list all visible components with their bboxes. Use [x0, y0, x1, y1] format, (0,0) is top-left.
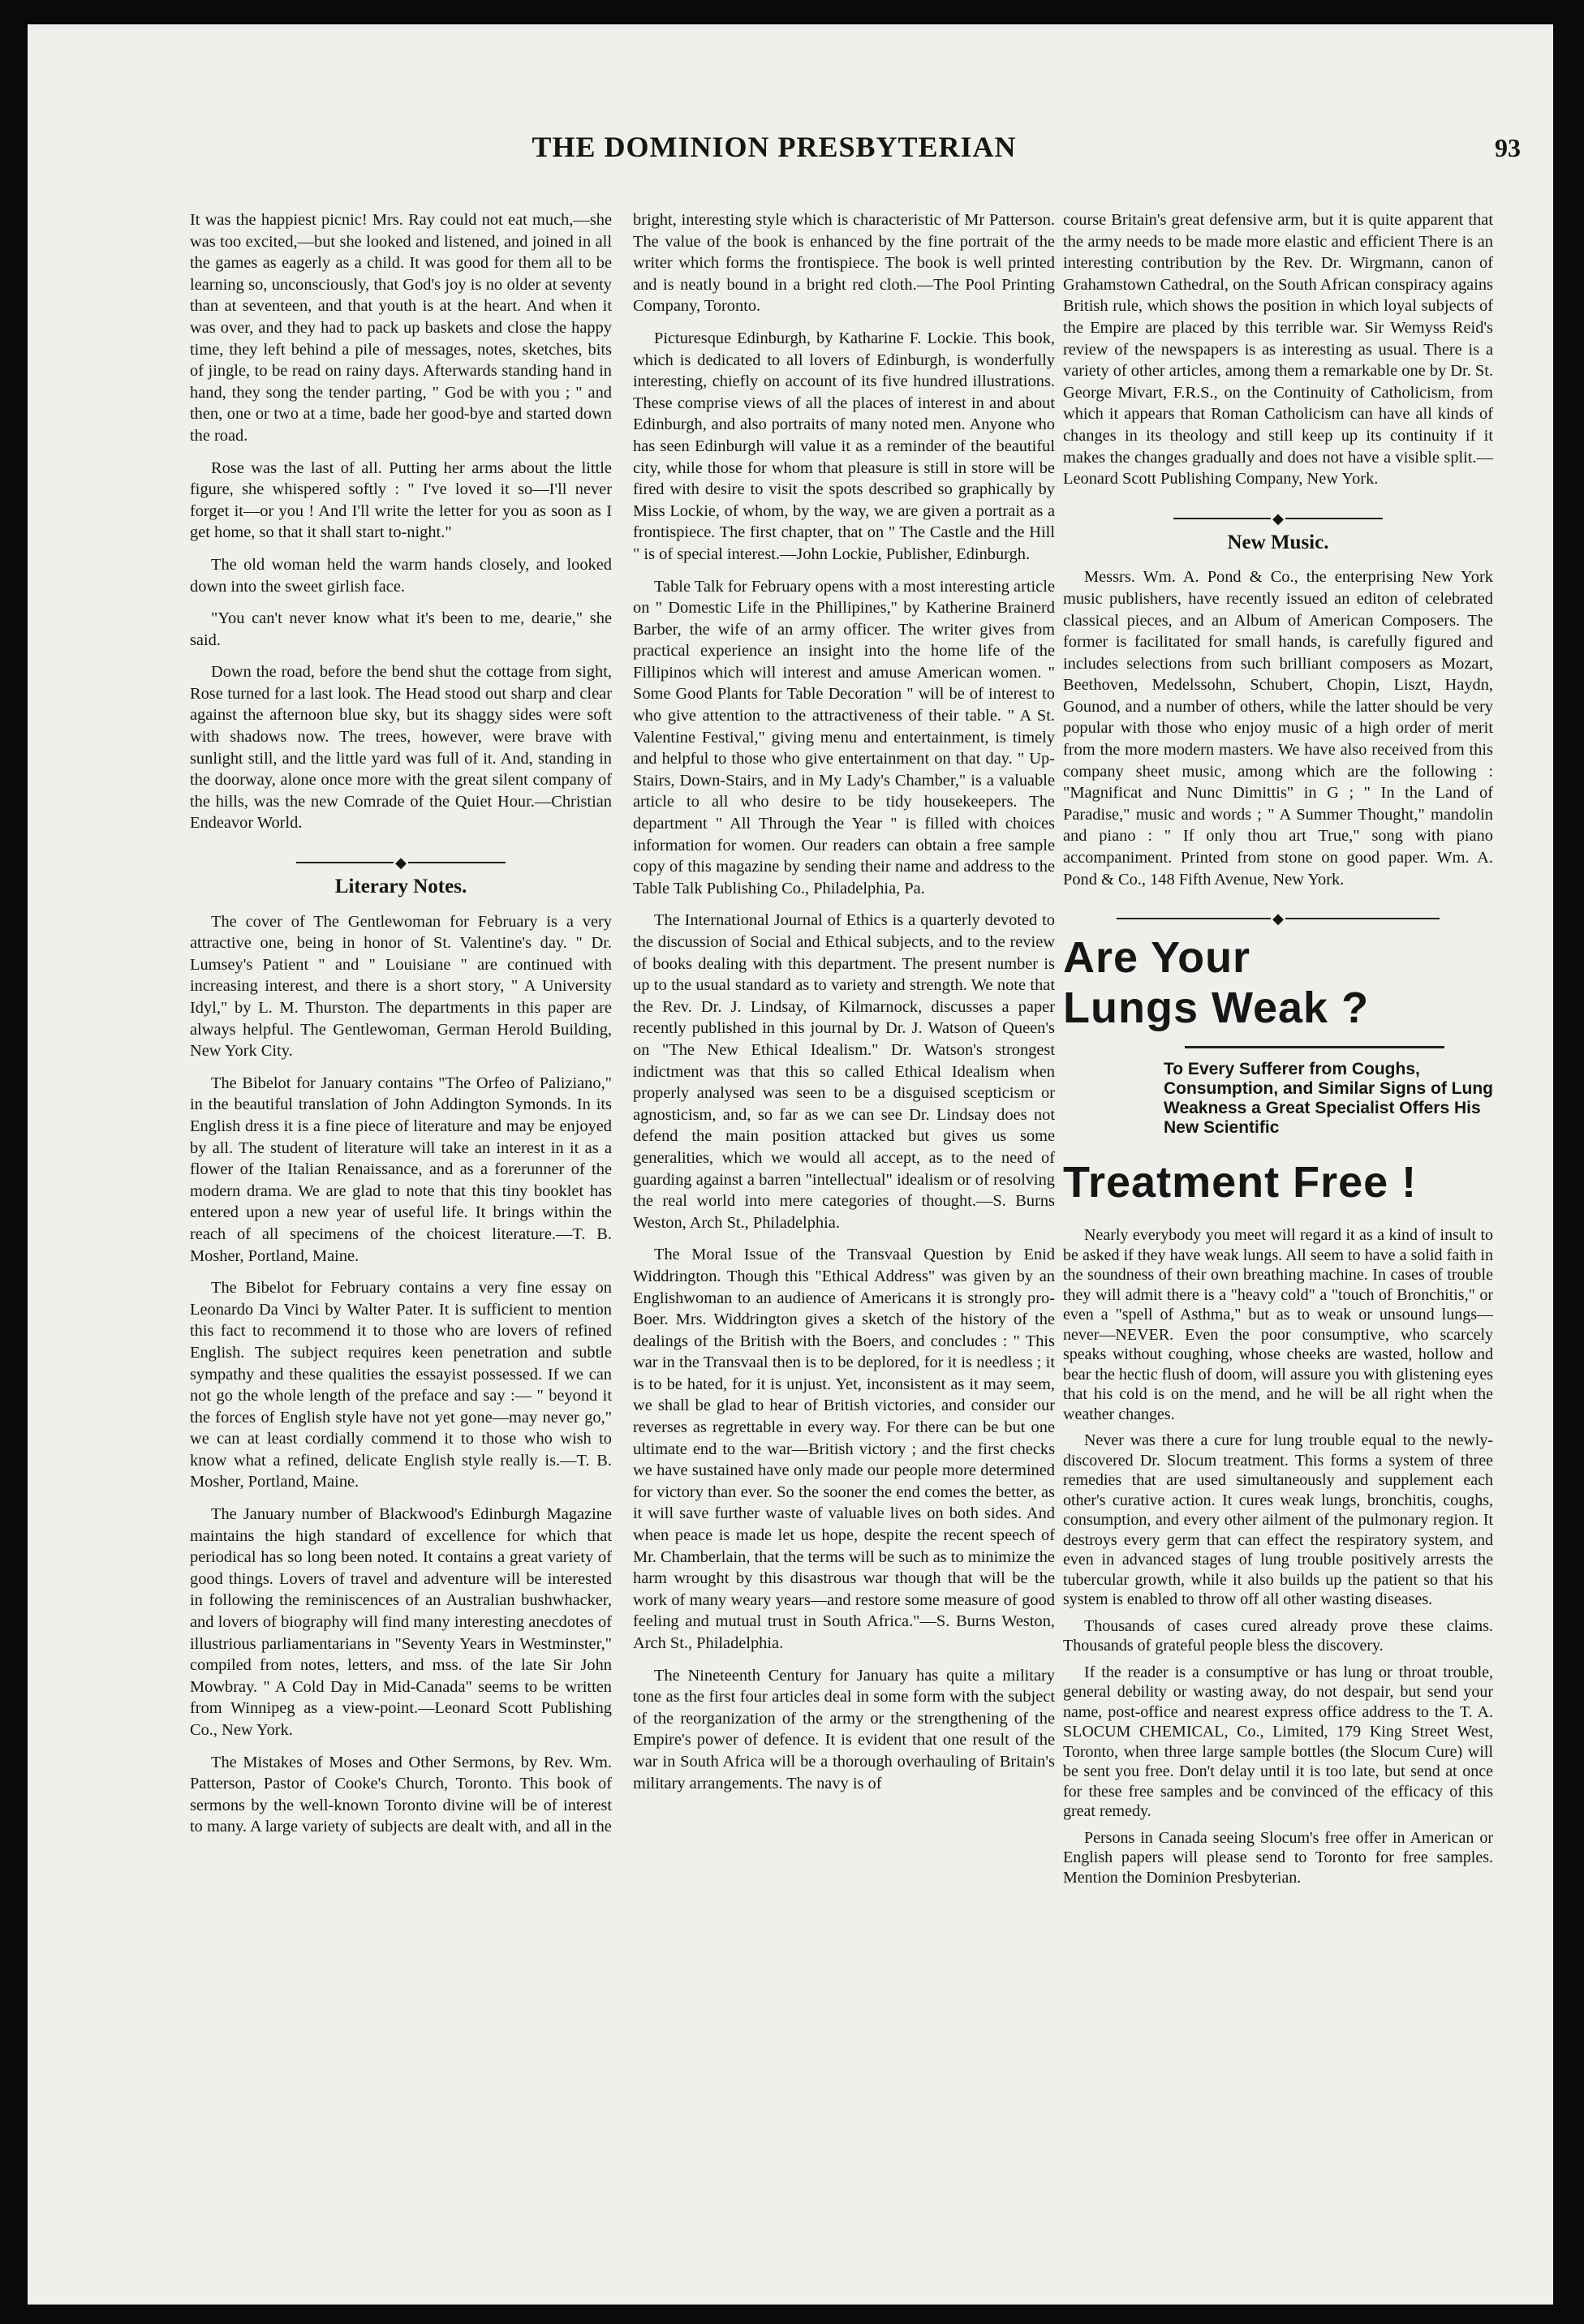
section-ornament: ◆ — [1063, 906, 1493, 927]
review-paragraph: Table Talk for February opens with a most interesting article on " Domestic Life in the Phillipines," by Katherine Brainerd Barber, the wife of an army officer. The writer gives from practical experience an insight into the home life of the Fillipinos which will interest and amuse American women. " Some Good Plants for Table Decoration " will be of interest to who give attention to the attractiveness of their table. " A St. Valentine Festival," giving menu and entertainment, is timely and helpful to those who give entertainment on that day. " Up-Stairs, Down-Stairs, and in My Lady's Chamber," is a valuable article to all who desire to be tidy housekeepers. The department " All Through the Year " is filled with choices information for women. Our readers can obtain a free sample copy of this magazine by sending their name and address to the Table Talk Publishing Co., Philadelphia, Pa. — [633, 577, 1055, 897]
literary-paragraph: The January number of Blackwood's Edinburgh Magazine maintains the high standard of excellence for which that periodical has so long been noted. It contains a great variety of good things. Lovers of travel and adventure will be interested in following the reminiscences of an Australian bushwhacker, and lovers of biography will find many interesting anecdotes of illustrious parliamentarians in "Seventy Years in Westminster," compiled from notes, letters, and mss. of the late Sir John Mowbray. " A Cold Day in Mid-Canada" seems to be written from Winnipeg as a view-point.—Leonard Scott Publishing Co., New York. — [190, 1505, 612, 1739]
advertisement — [1063, 932, 1493, 1887]
ad-headline: Lungs Weak ? — [1063, 983, 1370, 1033]
ad-paragraph: Never was there a cure for lung trouble equal to the newly-discovered Dr. Slocum treatment. This forms a system of three remedies that are used simultaneously and supplement each other's curative action. It cures weak lungs, bronchitis, coughs, consumption, and every other ailment of the pulmonary region. It destroys every germ that can effect the respiratory system, and even in advanced stages of lung trouble positively arrests the tubercular growth, while it also builds up the patient so that his system is enabled to throw off all other wasting diseases. — [1063, 1431, 1493, 1609]
review-paragraph: Picturesque Edinburgh, by Katharine F. Lockie. This book, which is dedicated to all lovers of Edinburgh, is wonderfully interesting, chiefly on account of its five hundred illustrations. These comprise views of all the places of interest in and about Edinburgh, and also portraits of many noted men. Anyone who has seen Edinburgh will value it as a reminder of the beautiful city, while those for whom that pleasure is still in store will be fired with desire to visit the spots described so graphically by Miss Lockie, of whom, by the way, we are given a portrait as a frontispiece. The first chapter, that on " The Castle and the Hill " is of special interest.—John Lockie, Publisher, Edinburgh. — [633, 329, 1055, 563]
ad-headline: Treatment Free ! — [1063, 1158, 1418, 1207]
ad-headline: Are Your — [1063, 933, 1251, 983]
ad-body — [1063, 1225, 1493, 1887]
publication-title: THE DOMINION PRESBYTERIAN — [532, 131, 1017, 163]
ad-subheading: To Every Sufferer from Coughs, Consumption, and Similar Signs of Lung Weakness a Great Specialist Offers His New Scientific — [1164, 1060, 1493, 1138]
ad-paragraph: Thousands of cases cured already prove these claims. Thousands of grateful people bless the discovery. — [1063, 1616, 1493, 1655]
story-paragraph: Down the road, before the bend shut the cottage from sight, Rose turned for a last look. The Head stood out sharp and clear against the afternoon blue sky, but its shaggy sides were soft with shadows now. The trees, however, were brave with sunlight still, and the little yard was full of it. And, standing in the doorway, alone once more with the great silent company of the hills, was the new Comrade of the Quiet Hour.—Christian Endeavor World. — [190, 663, 612, 833]
ad-paragraph: Nearly everybody you meet will regard it as a kind of insult to be asked if they have weak lungs. All seem to have a solid faith in the soundness of their own breathing machine. In cases of trouble they will admit there is a "heavy cold" a "touch of Bronchitis," or even a "spell of Asthma," but as to weak or unsound lungs—never—NEVER. Even the poor consumptive, who scarcely speaks without coughing, whose cheeks are wasted, hollow and bear the hectic flush of doom, will assure you with glistening eyes that his cold is on the mend, and he will be all right when the weather changes. — [1063, 1226, 1493, 1423]
review-paragraph: The Nineteenth Century for January has quite a military tone as the first four articles deal in some form with the subject of the reorganization of the army or the strengthening of the Empire's power of defence. It is evident that one result of the war in South Africa will be a thorough overhauling of Britain's military arrangements. The navy is of — [633, 1666, 1055, 1792]
section-ornament: ◆ — [190, 850, 612, 872]
column-3 — [1063, 209, 1493, 1894]
music-paragraph: Messrs. Wm. A. Pond & Co., the enterprising New York music publishers, have recently issued an editon of celebrated classical pieces, and an Album of American Composers. The former is facilitated for small hands, is carefully figured and includes selections from such brilliant composers as Mozart, Beethoven, Medelssohn, Schubert, Chopin, Liszt, Haydn, Gounod, and a number of others, while the latter should be very popular with those who enjoy music of a high order of merit from the more modern masters. We have also received from this company sheet music, among which are the following : "Magnificat and Nunc Dimittis" in G ; " In the Land of Paradise," music and words ; " A Summer Thought," mandolin and piano : " If only thou art True," song with piano accompaniment. Printed from stone on good paper. Wm. A. Pond & Co., 148 Fifth Avenue, New York. — [1063, 568, 1493, 889]
newspaper-page — [28, 24, 1553, 2305]
section-ornament: ◆ — [1063, 506, 1493, 527]
new-music-heading: New Music. — [1227, 531, 1329, 553]
review-paragraph: The Moral Issue of the Transvaal Question by Enid Widdrington. Though this "Ethical Address" was given by an Englishwoman to an audience of Americans it is strongly pro-Boer. Mrs. Widdrington gives a sketch of the history of the dealings of the British with the Boers, and concludes : " This war in the Transvaal then is to be deplored, for it is needless ; it is to be hated, for it is unjust. Yet, inconsistent as it may seem, we shall be glad to hear of British victories, and consider our reverses as regrettable in every way. For there can be but one ultimate end to the war—British victory ; and the first checks we have sustained have only made our people more determined for victory than ever. So the sooner the end comes the better, as it will save further waste of valuable lives on both sides. And when peace is made let us hope, despite the recent speech of Mr. Chamberlain, that the terms will be such as to minimize the harm wrought by this disastrous war though that will be the work of many weary years—and restore some measure of good feeling and mutual trust in South Africa."—S. Burns Weston, Arch St., Philadelphia. — [633, 1246, 1055, 1652]
review-paragraph: course Britain's great defensive arm, but it is quite apparent that the army needs to be made more elastic and efficient There is an interesting contribution by the Rev. Dr. Wirgmann, canon of Grahamstown Cathedral, on the South African conspiracy agains British rule, which shows the position in which loyal subjects of the Empire are placed by this terrible war. Sir Wemyss Reid's review of the newspapers is as interesting as usual. There is a variety of other articles, among them a remarkable one by Dr. St. George Mivart, F.R.S., on the Continuity of Catholicism, from which it appears that Roman Catholicism can have all kinds of changes in its theology and still keep up its continuity if it makes the changes gradually and does not have a visible split.—Leonard Scott Publishing Company, New York. — [1063, 211, 1493, 488]
story-paragraph: The old woman held the warm hands closely, and looked down into the sweet girlish face. — [190, 555, 612, 596]
review-paragraph: bright, interesting style which is characteristic of Mr Patterson. The value of the book is enhanced by the fine portrait of the writer which forms the frontispiece. The book is well printed and is neatly bound in a bright red cloth.—The Pool Printing Company, Toronto. — [633, 211, 1055, 316]
ad-divider — [1185, 1046, 1444, 1048]
page-number: 93 — [1495, 133, 1521, 162]
ad-paragraph: If the reader is a consumptive or has lung or throat trouble, general debility or wasting away, do not despair, but send your name, post-office and nearest express office address to the T. A. SLOCUM CHEMICAL, Co., Limited, 179 King Street West, Toronto, when three large sample bottles (the Slocum Cure) will be sent you free. Don't delay until it is too late, but send at once for these free samples and be convinced of the efficacy of this great remedy. — [1063, 1663, 1493, 1821]
column-1 — [190, 209, 612, 1848]
running-header — [28, 130, 1553, 179]
story-paragraph: "You can't never know what it's been to me, dearie," she said. — [190, 609, 612, 649]
review-paragraph: The International Journal of Ethics is a quarterly devoted to the discussion of Social and Ethical subjects, and to the review of books dealing with this department. The present number is up to the usual standard as to variety and strength. We note that the Rev. Dr. J. Lindsay, of Kilmarnock, discusses a paper recently published in this journal by Dr. J. Watson of Queen's on "The New Ethical Idealism." Dr. Watson's strongest indictment was that this so called Ethical Idealism when properly analysed was seen to be a disguised scepticism or agnosticism, and, so far as we can see Dr. Lindsay does not defend the main position attacked but gives us some generalities, which we would all accept, as to the need of guarding against a barren "intellectual" idealism or of resolving the real world into mere categories of thought.—S. Burns Weston, Arch St., Philadelphia. — [633, 911, 1055, 1232]
literary-paragraph: The Bibelot for January contains "The Orfeo of Paliziano," in the beautiful translation of John Addington Symonds. In its English dress it is a fine piece of literature and may be enjoyed by all. The student of literature will take an interest in it as a flower of the Italian Renaissance, and as a forerunner of the modern drama. We are glad to note that this tiny booklet has entered upon a new year of useful life. It brings within the reach of all specimens of the choicest literature.—T. B. Mosher, Portland, Maine. — [190, 1074, 612, 1265]
literary-paragraph: The Mistakes of Moses and Other Sermons, by Rev. Wm. Patterson, Pastor of Cooke's Church, Toronto. This book of sermons by the well-known Toronto divine will be of interest to many. A large variety of subjects are dealt with, and all in the — [190, 1753, 612, 1836]
story-paragraph: It was the happiest picnic! Mrs. Ray could not eat much,—she was too excited,—but she looked and listened, and joined in all the games as eagerly as a child. It was good for them all to be learning so, unconsciously, that God's joy is no older at seventy than at seventeen, and that youth is at the heart. And when it was over, and they had to pack up baskets and close the happy time, they left behind a pile of messages, notes, sketches, bits of jingle, to be read on rainy days. Afterwards standing hand in hand, they song the tender parting, " God be with you ; " and then, one or two at a time, bade her good-bye and started down the road. — [190, 211, 612, 445]
literary-notes-heading: Literary Notes. — [334, 876, 467, 898]
literary-paragraph: The cover of The Gentlewoman for February is a very attractive one, being in honor of St. Valentine's day. " Dr. Lumsey's Patient " and " Louisiane " are continued with increasing interest, and there is a short story, " A University Idyl," by L. M. Thurston. The departments in this paper are always helpful. The Gentlewoman, German Herold Building, New York City. — [190, 912, 612, 1061]
story-paragraph: Rose was the last of all. Putting her arms about the little figure, she whispered softly : " I've loved it so—I'll never forget it—or you ! And I'll write the letter for you as soon as I get home, so that it shall start to-night." — [190, 458, 612, 542]
column-2 — [633, 209, 1055, 1805]
literary-paragraph: The Bibelot for February contains a very fine essay on Leonardo Da Vinci by Walter Pater. It is sufficient to mention this fact to recommend it to those who are lovers of refined English. The subject requires keen penetration and subtle sympathy and these qualities the essayist possessed. If we can not go the whole length of the preface and say :— " beyond it the forces of English style have not yet gone—may never go," we can at least cordially commend it to those who wish to know what a refined, delicate English style really is.—T. B. Mosher, Portland, Maine. — [190, 1279, 612, 1491]
ad-paragraph: Persons in Canada seeing Slocum's free offer in American or English papers will please send to Toronto for free samples. Mention the Dominion Presbyterian. — [1063, 1828, 1493, 1887]
